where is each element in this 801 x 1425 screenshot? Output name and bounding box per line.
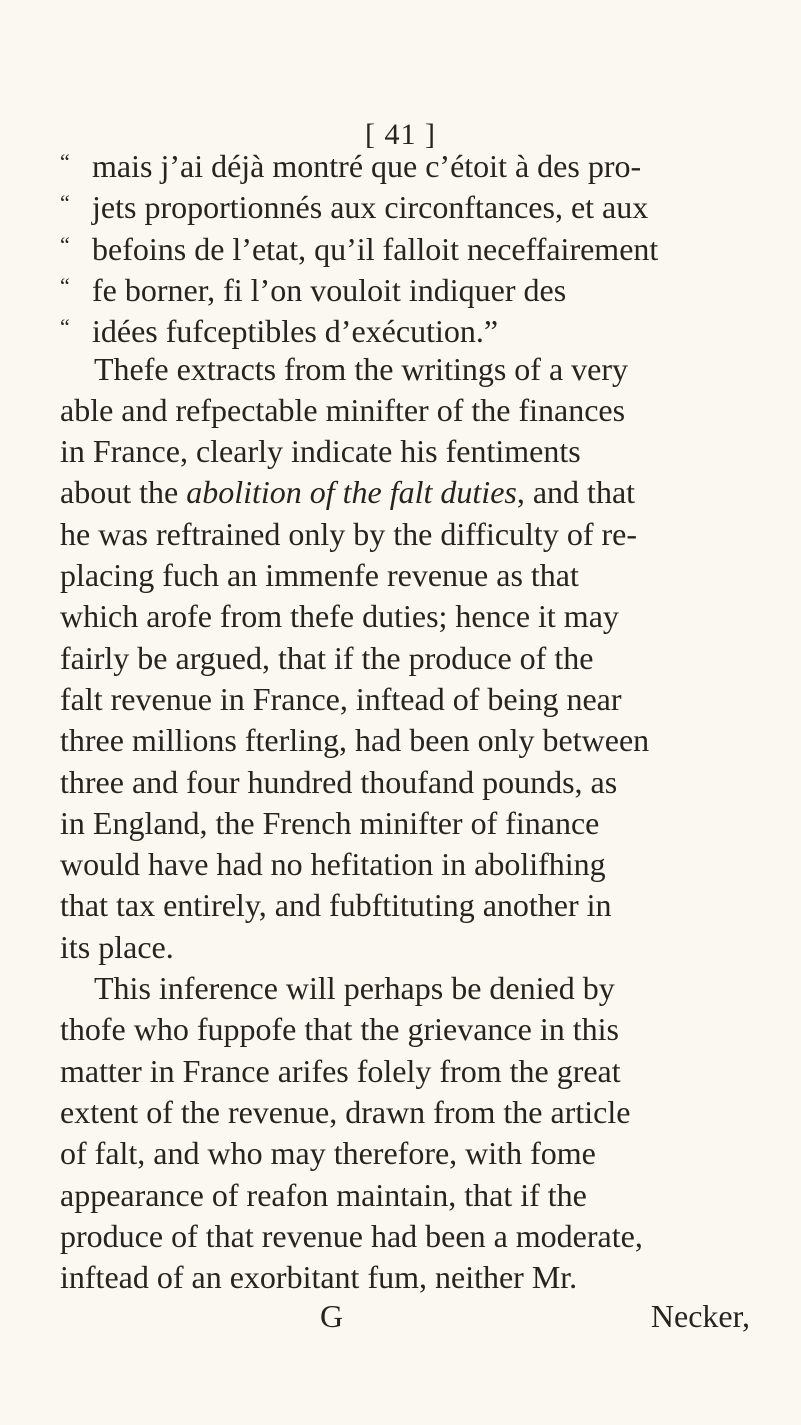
paragraph-1-line-15: its place. [60, 928, 174, 965]
italic-phrase: abolition of the falt duties [186, 474, 517, 511]
quote-text: mais j’ai déjà montré que c’étoit à des pro- [92, 148, 642, 184]
text-run: about the [60, 474, 187, 511]
paragraph-1-line-1: Thefe extracts from the writings of a very [94, 350, 629, 387]
paragraph-2-line-6: appearance of reafon maintain, that if the [60, 1176, 587, 1213]
page-number: [ 41 ] [365, 118, 436, 151]
paragraph-1-line-7: which arofe from thefe duties; hence it may [60, 598, 619, 635]
paragraph-1-line-14: that tax entirely, and fubftituting another in [60, 887, 612, 924]
paragraph-1-line-9: falt revenue in France, inftead of being near [60, 680, 622, 717]
quote-mark: “ [60, 272, 70, 298]
quote-line-1 [60, 142, 748, 186]
quote-line-3 [60, 225, 748, 269]
quote-line-4 [60, 266, 748, 310]
quote-text: jets proportionnés aux circonftances, et aux [92, 189, 649, 226]
paragraph-1-line-12: in England, the French minifter of finance [60, 804, 600, 841]
paragraph-1-line-5: he was reftrained only by the difficulty of re- [60, 515, 637, 552]
signature-mark: G [320, 1298, 344, 1335]
quote-text: fe borner, fi l’on vouloit indiquer des [92, 271, 567, 308]
paragraph-2-line-7: produce of that revenue had been a moderate, [60, 1217, 643, 1254]
quote-mark: “ [60, 149, 70, 174]
quote-text: idées fufceptibles d’exécution.” [92, 313, 499, 350]
paragraph-2-line-8: inftead of an exorbitant fum, neither Mr. [60, 1259, 578, 1296]
paragraph-1-line-8: fairly be argued, that if the produce of the [60, 639, 594, 676]
paragraph-2-line-3: matter in France arifes folely from the great [60, 1052, 621, 1089]
quote-mark: “ [60, 314, 70, 340]
paragraph-1-line-2: able and refpectable minifter of the finances [60, 391, 626, 428]
paragraph-1-line-4 [60, 472, 748, 512]
quote-mark: “ [60, 231, 70, 257]
text-run: , and that [516, 474, 636, 511]
paragraph-2-line-2: thofe who fuppofe that the grievance in this [60, 1011, 619, 1048]
paragraph-2-line-1: This inference will perhaps be denied by [94, 970, 615, 1006]
paragraph-1-line-3: in France, clearly indicate his fentiments [60, 433, 581, 470]
quote-mark: “ [60, 190, 70, 216]
paragraph-1-line-11: three and four hundred thoufand pounds, as [60, 763, 618, 800]
paragraph-2-line-5: of falt, and who may therefore, with fome [60, 1135, 596, 1172]
quote-line-5 [60, 307, 748, 351]
quote-text: befoins de l’etat, qu’il falloit neceffairement [92, 230, 659, 267]
paragraph-1-line-6: placing fuch an immenfe revenue as that [60, 557, 579, 593]
paragraph-1-line-13: would have had no hefitation in abolifhing [60, 846, 606, 883]
catchword: Necker, [650, 1298, 750, 1335]
catchword-row [320, 1298, 750, 1335]
quote-line-2 [60, 183, 748, 227]
paragraph-2-line-4: extent of the revenue, drawn from the article [60, 1093, 631, 1130]
paragraph-1-line-10: three millions fterling, had been only between [60, 722, 650, 759]
